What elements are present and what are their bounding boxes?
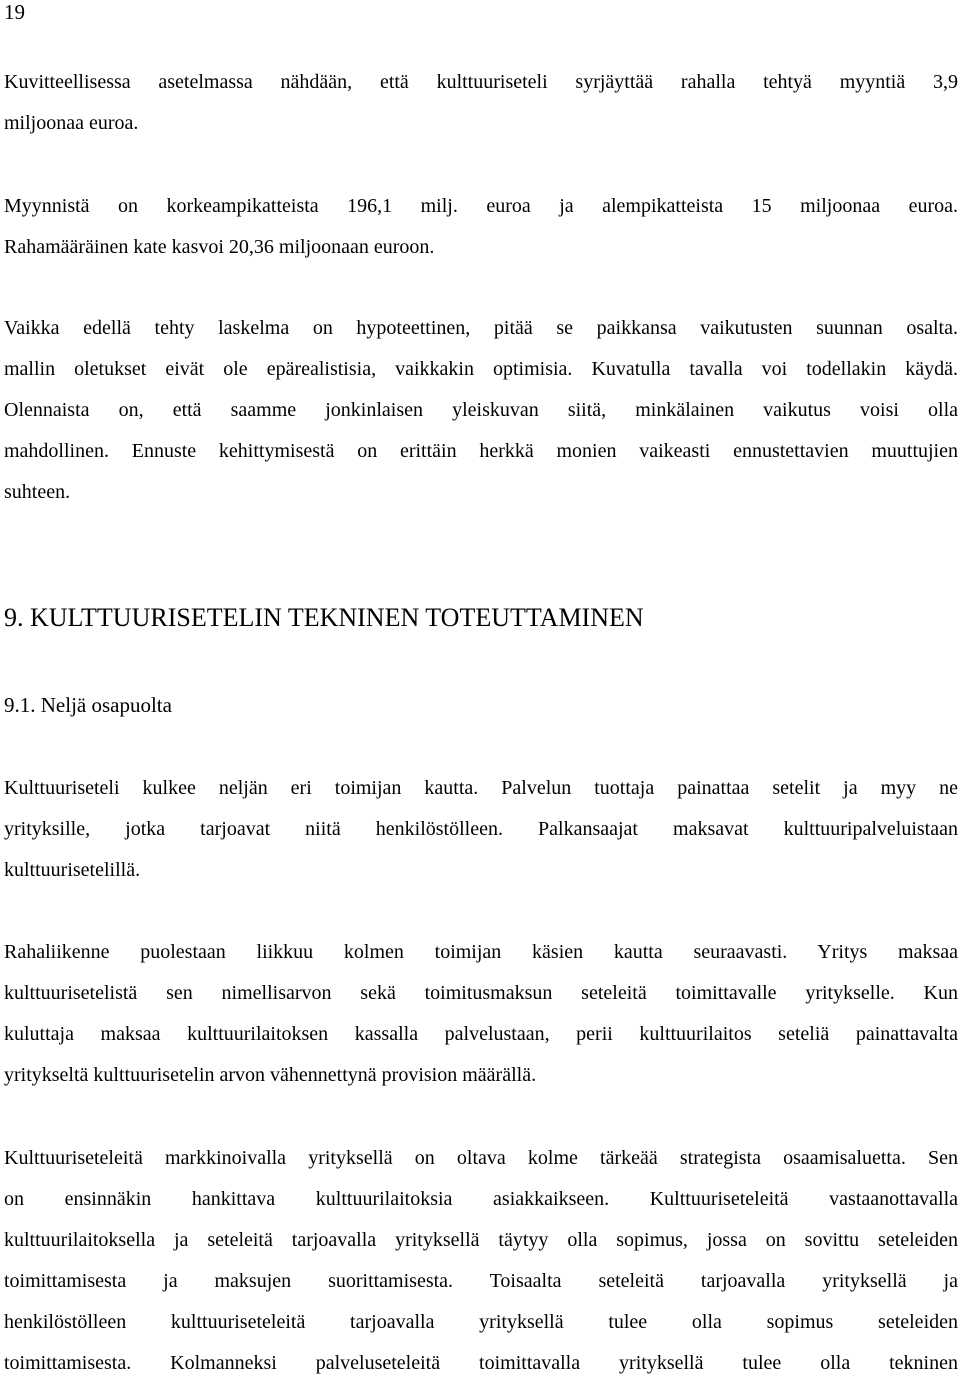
paragraph-2 xyxy=(4,186,958,268)
text-line: toimittamisesta. Kolmanneksi palveluseteleitä toimittavalla yrityksellä tulee olla tekninen xyxy=(4,1352,958,1374)
paragraph-4 xyxy=(4,768,958,891)
text-line: kulttuurisetelillä. xyxy=(4,859,141,881)
text-line: Olennaista on, että saamme jonkinlaisen yleiskuvan siitä, minkälainen vaikutus voisi olla xyxy=(4,399,958,421)
text-line: kuluttaja maksaa kulttuurilaitoksen kassalla palvelustaan, perii kulttuurilaitos seteliä painattavalta xyxy=(4,1023,958,1045)
text-line: Rahamääräinen kate kasvoi 20,36 miljoonaan euroon. xyxy=(4,236,435,258)
text-line: henkilöstölleen kulttuuriseteleitä tarjoavalla yrityksellä tulee olla sopimus seteleiden xyxy=(4,1311,958,1333)
text-line: Vaikka edellä tehty laskelma on hypoteettinen, pitää se paikkansa vaikutusten suunnan osalta. xyxy=(4,317,958,339)
text-line: mallin oletukset eivät ole epärealistisia, vaikkakin optimisia. Kuvatulla tavalla voi todellakin käydä. xyxy=(4,358,958,380)
page-number: 19 xyxy=(4,0,25,24)
paragraph-6 xyxy=(4,1138,958,1384)
subsection-heading: 9.1. Neljä osapuolta xyxy=(4,693,172,717)
text-line: Kuvitteellisessa asetelmassa nähdään, että kulttuuriseteli syrjäyttää rahalla tehtyä myyntiä 3,9 xyxy=(4,71,958,93)
text-line: kulttuurilaitoksella ja seteleitä tarjoavalla yrityksellä täytyy olla sopimus, jossa on sovittu seteleiden xyxy=(4,1229,958,1251)
text-line: Rahaliikenne puolestaan liikkuu kolmen toimijan käsien kautta seuraavasti. Yritys maksaa xyxy=(4,941,958,963)
text-line: Kulttuuriseteli kulkee neljän eri toimijan kautta. Palvelun tuottaja painattaa setelit ja myy ne xyxy=(4,777,958,799)
text-line: suhteen. xyxy=(4,481,71,503)
text-line: miljoonaa euroa. xyxy=(4,112,139,134)
paragraph-5 xyxy=(4,932,958,1096)
text-line: Kulttuuriseteleitä markkinoivalla yrityksellä on oltava kolme tärkeää strategista osaamisaluetta. Sen xyxy=(4,1147,958,1169)
text-line: Myynnistä on korkeampikatteista 196,1 milj. euroa ja alempikatteista 15 miljoonaa euroa. xyxy=(4,195,958,217)
paragraph-1 xyxy=(4,62,958,144)
section-heading: 9. KULTTUURISETELIN TEKNINEN TOTEUTTAMINEN xyxy=(4,603,644,632)
paragraph-3 xyxy=(4,308,958,513)
text-line: mahdollinen. Ennuste kehittymisestä on erittäin herkkä monien vaikeasti ennustettavien muuttujien xyxy=(4,440,958,462)
text-line: kulttuurisetelistä sen nimellisarvon sekä toimitusmaksun seteleitä toimittavalle yritykselle. Kun xyxy=(4,982,958,1004)
text-line: toimittamisesta ja maksujen suorittamisesta. Toisaalta seteleitä tarjoavalla yrityksellä ja xyxy=(4,1270,958,1292)
text-line: on ensinnäkin hankittava kulttuurilaitoksia asiakkaikseen. Kulttuuriseteleitä vastaanottavalla xyxy=(4,1188,958,1210)
text-line: yritykseltä kulttuurisetelin arvon vähennettynä provision määrällä. xyxy=(4,1064,537,1086)
text-line: yrityksille, jotka tarjoavat niitä henkilöstölleen. Palkansaajat maksavat kulttuuripalveluistaan xyxy=(4,818,958,840)
